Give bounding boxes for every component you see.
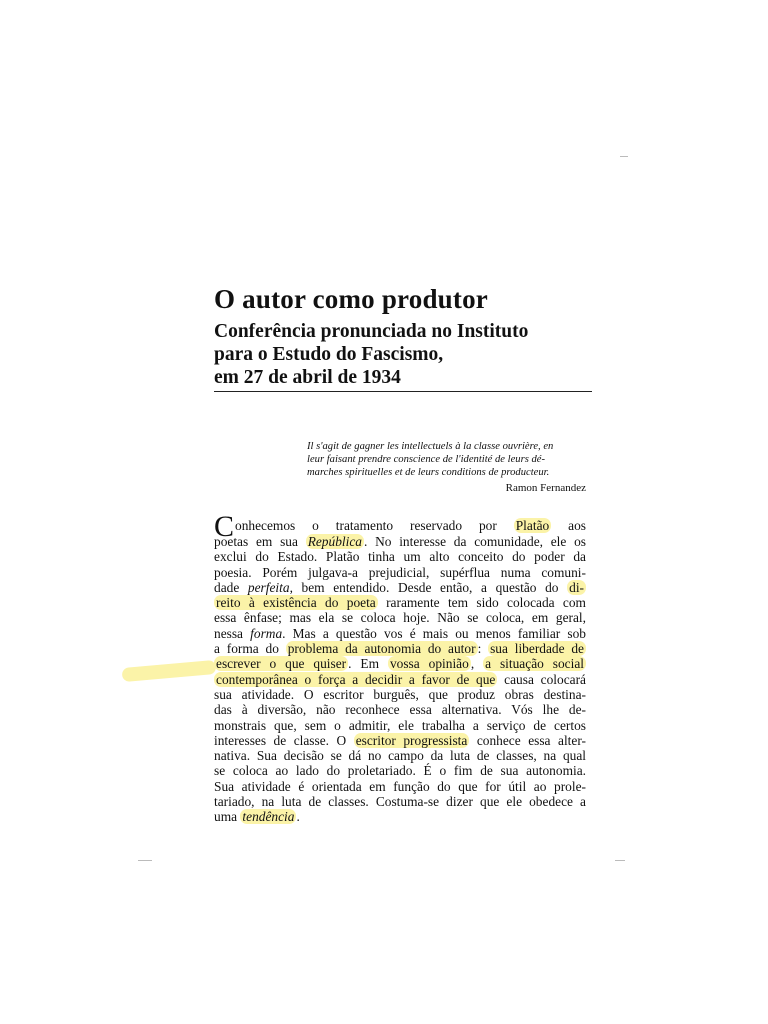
- body-line: [214, 672, 586, 687]
- scan-mark: [138, 860, 152, 861]
- subtitle-line: em 27 de abril de 1934: [214, 367, 401, 388]
- epigraph-line: leur faisant prendre conscience de l'identité de leurs dé-: [307, 454, 546, 465]
- text-segment: causa colocará: [497, 671, 586, 687]
- body-line: [214, 763, 586, 778]
- subtitle-line: para o Estudo do Fascismo,: [214, 344, 444, 365]
- title-divider: [214, 391, 592, 392]
- body-line: [214, 656, 586, 671]
- text-segment: onhecemos o tratamento reservado por: [235, 518, 514, 533]
- text-segment: ,: [470, 656, 484, 672]
- body-line: [214, 580, 586, 595]
- body-line: [214, 748, 586, 763]
- text-segment: a forma do: [214, 641, 286, 657]
- body-line: [214, 610, 586, 625]
- text-segment: uma: [214, 809, 241, 825]
- text-segment: nessa: [214, 625, 251, 641]
- body-text: [214, 510, 587, 825]
- highlighted-text: reito à existência do poeta: [216, 595, 376, 611]
- epigraph-author: Ramon Fernandez: [505, 482, 586, 494]
- text-segment: .: [296, 809, 300, 825]
- scan-mark: [620, 156, 628, 157]
- highlighted-text: escrever o que quiser: [216, 656, 347, 672]
- page-title: O autor como produtor: [214, 284, 488, 314]
- scan-mark: [615, 860, 625, 861]
- epigraph-line: marches spirituelles et de leurs conditions de producteur.: [307, 467, 550, 478]
- highlighted-text: di-: [569, 579, 584, 595]
- text-segment: :: [477, 641, 489, 657]
- text-segment: . Mas a questão vos é mais ou menos familiar sob: [282, 625, 587, 641]
- text-segment: aos: [551, 518, 586, 533]
- highlighted-text: a situação social: [485, 656, 584, 672]
- body-line: [214, 733, 586, 748]
- subtitle-line: Conferência pronunciada no Instituto: [214, 321, 529, 342]
- body-line: [214, 809, 586, 824]
- drop-cap: C: [214, 510, 235, 543]
- text-segment: interesses de classe. O: [214, 732, 354, 748]
- margin-highlight-mark: [122, 660, 217, 682]
- text-segment: . No interesse da comunidade, ele os: [363, 534, 587, 549]
- body-line: [214, 718, 586, 733]
- body-line: [214, 687, 586, 702]
- text-segment: dade: [214, 579, 248, 595]
- text-segment: sua atividade. O escritor burguês, que produz obras destina-: [214, 686, 586, 702]
- text-segment: . Em: [348, 656, 388, 672]
- text-segment: conhece essa alter-: [469, 732, 586, 748]
- text-segment: Sua atividade é orientada em função do que for útil ao prole-: [214, 778, 586, 794]
- highlighted-text: vossa opinião: [389, 656, 469, 672]
- highlighted-text: problema da autonomia do autor: [287, 641, 476, 657]
- highlighted-text: sua liberdade de: [490, 641, 584, 657]
- body-line: [214, 702, 586, 717]
- highlighted-text: tendência: [242, 809, 295, 825]
- text-segment: se coloca ao lado do proletariado. É o fim de sua autonomia.: [214, 763, 586, 779]
- text-segment: exclui do Estado. Platão tinha um alto conceito do poder da: [214, 549, 586, 565]
- text-segment: tariado, na luta de classes. Costuma-se dizer que ele obedece a: [214, 794, 586, 810]
- body-line: [214, 565, 586, 580]
- text-segment: nativa. Sua decisão se dá no campo da luta de classes, na qual: [214, 748, 586, 764]
- highlighted-text: República: [307, 534, 362, 549]
- text-segment: , bem entendido. Desde então, a questão do: [289, 579, 568, 595]
- body-line: [214, 641, 586, 656]
- text-segment: raramente tem sido colocada com: [377, 595, 586, 611]
- text-segment: essa ênfase; mas ela se coloca hoje. Não se coloca, em geral,: [214, 610, 586, 626]
- text-segment: perfeita: [247, 579, 290, 595]
- epigraph: [307, 440, 589, 479]
- subtitle: [214, 320, 528, 389]
- body-line: [214, 779, 586, 794]
- text-segment: forma: [250, 625, 283, 641]
- text-segment: das à diversão, não reconhece essa alternativa. Vós lhe de-: [214, 702, 586, 718]
- highlighted-text: escritor progressista: [355, 732, 468, 748]
- body-line: [214, 794, 586, 809]
- text-segment: poesia. Porém julgava-a prejudicial, supérflua numa comuni-: [214, 564, 586, 580]
- body-line: [214, 534, 586, 549]
- highlighted-text: contemporânea o força a decidir a favor de que: [216, 671, 496, 687]
- text-segment: monstrais que, sem o admitir, ele trabalha a serviço de certos: [214, 717, 586, 733]
- body-line: [214, 595, 586, 610]
- body-line: [214, 549, 586, 564]
- epigraph-line: Il s'agit de gagner les intellectuels à la classe ouvrière, en: [307, 441, 554, 452]
- body-line: [214, 626, 586, 641]
- text-segment: poetas em sua: [214, 534, 306, 549]
- highlighted-text: Platão: [515, 518, 550, 533]
